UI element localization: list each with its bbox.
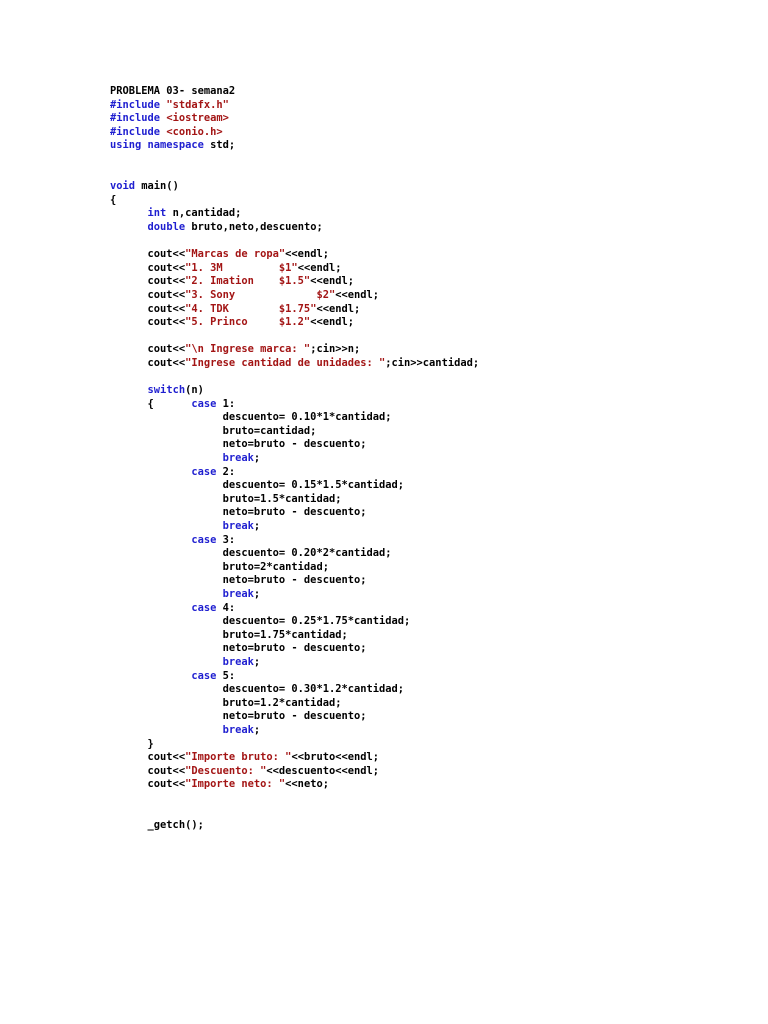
code-token-plain: <<endl; [316,302,361,315]
code-token-string: "3. Sony $2" [185,288,336,301]
code-line [110,642,479,656]
code-line [110,194,479,208]
code-line [110,370,479,384]
code-line [110,602,479,616]
code-token-plain [110,656,223,668]
code-line [110,303,479,317]
code-token-keyword: case [191,669,217,682]
code-line [110,805,479,819]
code-token-plain: _getch(); [110,819,204,832]
code-token-plain: cout<< [110,343,186,356]
code-line [110,262,479,276]
code-token-plain: <<endl; [297,261,342,274]
code-token-plain: descuento= 0.20*2*cantidad; [110,547,392,560]
code-token-plain: descuento= 0.10*1*cantidad; [110,411,392,424]
code-token-plain [110,466,191,478]
code-token-plain: bruto=1.5*cantidad; [110,492,342,505]
code-line [110,275,479,289]
code-token-plain: ;cin>>cantidad; [385,356,480,369]
code-token-keyword: case [191,601,217,614]
code-token-plain: ; [253,655,261,668]
code-token-plain: bruto=1.75*cantidad; [110,628,348,641]
code-token-string: "Marcas de ropa" [185,248,286,261]
code-token-plain: (n) [185,384,204,397]
code-token-plain: cout<< [110,356,186,369]
code-line [110,452,479,466]
code-line [110,615,479,629]
code-line [110,819,479,833]
code-line [110,248,479,262]
code-token-plain: neto=bruto - descuento; [110,642,367,655]
code-token-keyword: #include [110,98,167,111]
code-token-plain: ; [253,723,261,736]
code-token-plain: bruto=cantidad; [110,424,317,437]
code-token-string: "1. 3M $1" [185,261,298,274]
code-line [110,561,479,575]
code-token-plain: ; [253,587,261,600]
code-line [110,357,479,371]
code-line [110,724,479,738]
code-line [110,99,479,113]
code-line [110,466,479,480]
code-line [110,792,479,806]
code-token-keyword: break [222,723,254,736]
code-line [110,139,479,153]
code-token-plain: cout<< [110,751,186,764]
code-token-plain [110,520,223,532]
code-token-plain: cout<< [110,302,186,315]
code-token-plain: neto=bruto - descuento; [110,438,367,451]
code-line [110,656,479,670]
code-token-plain: <<endl; [335,288,380,301]
code-token-keyword: break [222,520,254,532]
code-token-string: <iostream> [166,112,229,125]
code-token-string: "Descuento: " [185,764,267,777]
code-line [110,425,479,439]
code-line [110,384,479,398]
code-listing [110,85,479,833]
code-token-plain: 1: [216,397,236,410]
code-token-plain: n,cantidad; [166,207,242,220]
code-token-plain: <<bruto<<endl; [291,751,380,764]
code-line [110,85,479,99]
code-line [110,534,479,548]
code-line [110,738,479,752]
code-token-plain: cout<< [110,288,186,301]
code-line [110,670,479,684]
code-token-plain: neto=bruto - descuento; [110,574,367,587]
code-token-plain: <<endl; [285,248,329,261]
code-token-plain: bruto=2*cantidad; [110,560,329,573]
code-line [110,289,479,303]
code-token-keyword: int [147,207,167,220]
code-token-plain [110,602,191,614]
code-token-plain: 4: [216,601,236,614]
code-token-plain: main() [135,180,179,193]
code-token-string: "Ingrese cantidad de unidades: " [185,356,386,369]
code-token-plain: cout<< [110,261,186,274]
code-token-plain: ;cin>>n; [310,343,361,356]
code-token-plain: bruto=1.2*cantidad; [110,696,342,709]
code-line [110,126,479,140]
code-token-keyword: case [191,397,217,410]
code-line [110,547,479,561]
code-token-keyword: break [222,587,254,600]
code-line [110,330,479,344]
code-token-plain: cout<< [110,275,186,288]
code-token-keyword: #include [110,125,167,138]
code-line [110,438,479,452]
code-token-keyword: #include [110,112,167,125]
code-line [110,112,479,126]
code-token-plain: cout<< [110,316,186,329]
code-token-string: "Importe neto: " [185,778,286,791]
code-line [110,765,479,779]
code-token-plain: 2: [216,465,236,478]
code-token-plain: std; [203,139,236,152]
code-token-plain [110,384,148,396]
code-token-plain: ; [253,452,261,465]
code-token-plain [110,221,148,233]
code-line [110,221,479,235]
code-line [110,207,479,221]
code-token-plain: 5: [216,669,236,682]
code-line [110,710,479,724]
code-token-string: "stdafx.h" [166,98,229,111]
code-token-keyword: void [110,180,136,193]
code-token-plain: descuento= 0.30*1.2*cantidad; [110,683,405,696]
code-line [110,411,479,425]
code-token-string: "Importe bruto: " [185,751,292,764]
code-token-keyword: switch [147,384,186,397]
code-token-plain [110,588,223,600]
code-token-keyword: case [191,465,217,478]
code-line [110,180,479,194]
code-line [110,493,479,507]
code-token-plain: descuento= 0.15*1.5*cantidad; [110,479,405,492]
code-line [110,778,479,792]
code-line [110,574,479,588]
code-token-plain: cout<< [110,248,186,261]
code-token-plain: { [110,397,192,410]
code-line [110,697,479,711]
code-token-plain: neto=bruto - descuento; [110,506,367,519]
code-token-plain [110,670,191,682]
code-line [110,153,479,167]
code-token-string: "5. Princo $1.2" [185,316,311,329]
code-line [110,398,479,412]
code-line [110,167,479,181]
code-token-plain: <<descuento<<endl; [266,764,380,777]
code-line [110,479,479,493]
code-token-plain [110,452,223,464]
code-line [110,343,479,357]
code-token-keyword: using namespace [110,139,204,152]
code-token-plain: } [110,737,154,750]
code-line [110,683,479,697]
code-token-plain: bruto,neto,descuento; [185,220,323,233]
code-token-plain: <<endl; [310,316,354,329]
code-token-plain: 3: [216,533,236,546]
code-token-plain [110,724,223,736]
code-line [110,751,479,765]
code-line [110,588,479,602]
code-token-keyword: double [147,220,186,233]
code-token-keyword: case [191,533,217,546]
code-token-plain: <<endl; [310,275,354,288]
code-line [110,235,479,249]
code-token-plain: descuento= 0.25*1.75*cantidad; [110,615,411,628]
code-token-string: "2. Imation $1.5" [185,275,311,288]
code-line [110,629,479,643]
code-token-plain: { [110,193,117,206]
code-token-plain [110,534,191,546]
code-line [110,520,479,534]
code-token-plain: cout<< [110,764,186,777]
code-token-keyword: break [222,655,254,668]
code-line [110,316,479,330]
code-token-plain: PROBLEMA 03- semana2 [110,85,236,97]
code-token-keyword: break [222,452,254,465]
code-token-plain: neto=bruto - descuento; [110,710,367,723]
code-token-string: "\n Ingrese marca: " [185,343,311,356]
code-token-plain: ; [253,520,261,532]
code-token-plain: <<neto; [285,778,329,791]
code-line [110,506,479,520]
code-token-plain: cout<< [110,778,186,791]
code-token-string: "4. TDK $1.75" [185,302,317,315]
code-token-string: <conio.h> [166,125,223,138]
code-token-plain [110,207,148,219]
